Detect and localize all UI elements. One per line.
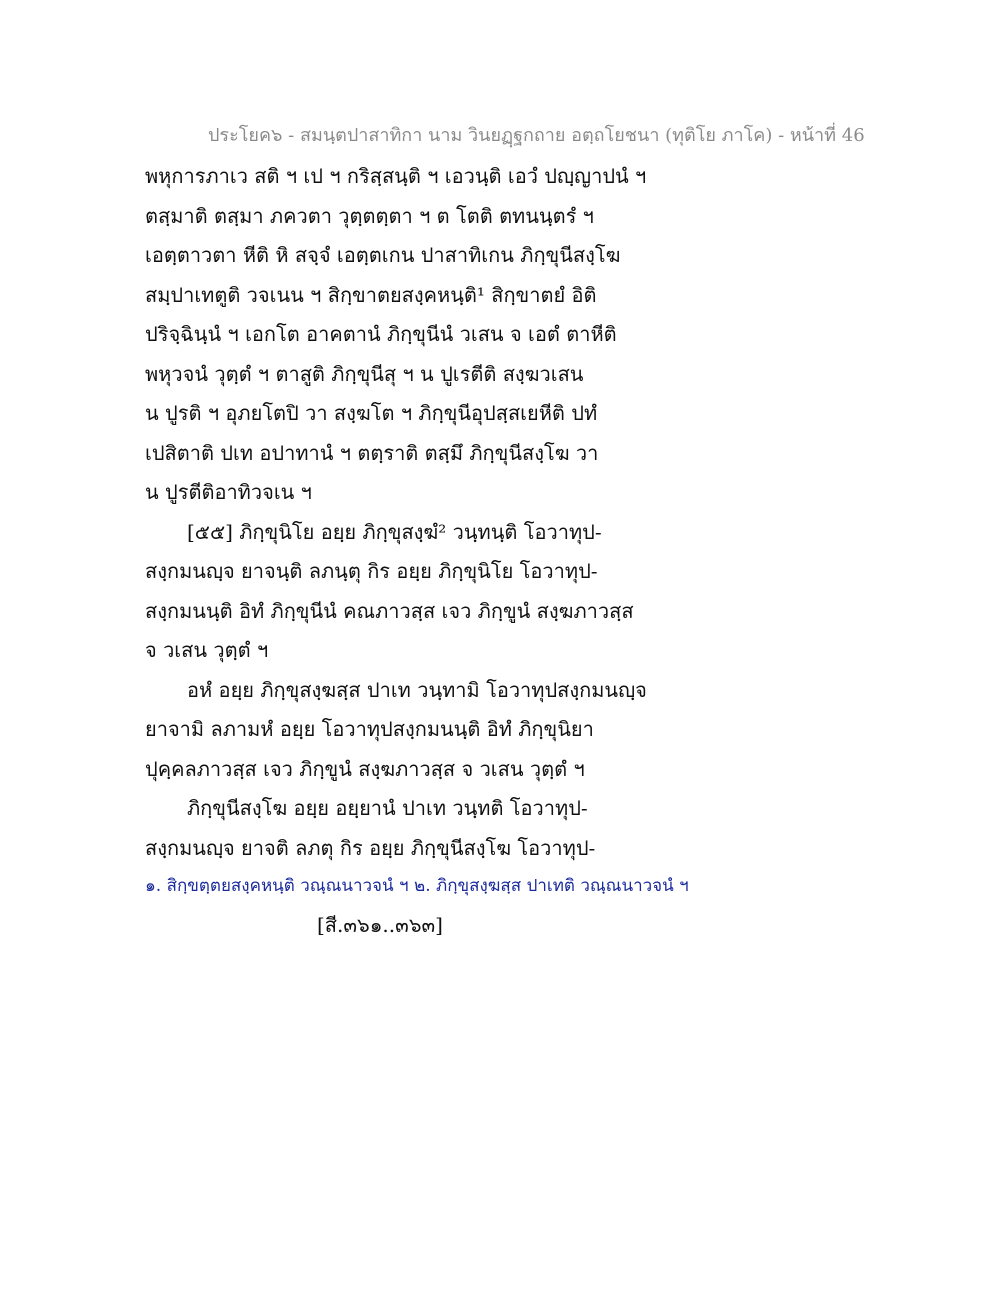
body-line: ปริจฺฉินฺนํ ฯ เอกโต อาคตานํ ภิกฺขุนีนํ วเสน จ เอตํ ตาหีติ <box>145 322 617 346</box>
body-line: เอตฺตาวตา หีติ หิ สจฺจํ เอตฺตเกน ปาสาทิเกน ภิกฺขุนีสงฺโฆ <box>145 243 621 267</box>
body-line: สงฺกมนญฺจ ยาจนฺติ ลภนฺตุ กิร อยฺย ภิกฺขุนิโย โอวาทุป- <box>145 559 598 583</box>
body-line: ยาจามิ ลภามหํ อยฺย โอวาทุปสงฺกมนนฺติ อิทํ ภิกฺขุนิยา <box>145 717 594 741</box>
body-line: สงฺกมนญฺจ ยาจติ ลภตุ กิร อยฺย ภิกฺขุนีสงฺโฆ โอวาทุป- <box>145 835 596 860</box>
body-line: เปสิตาติ ปเท อปาทานํ ฯ ตตฺราติ ตสฺมึ ภิกฺขุนีสงฺโฆ วา <box>145 440 599 465</box>
body-line: ตสฺมาติ ตสฺมา ภควตา วุตฺตตฺตา ฯ ต โตติ ตทนนฺตรํ ฯ <box>145 203 594 228</box>
footnote: ๑. สิกฺขตฺตยสงฺคหนฺติ วณฺณนาวจนํ ฯ ๒. ภิกฺขุสงฺฆสฺส ปาเทติ วณฺณนาวจนํ ฯ <box>145 876 689 896</box>
page-reference: [สี.๓๖๑..๓๖๓] <box>317 913 443 937</box>
body-line: สงฺกมนนฺติ อิทํ ภิกฺขุนีนํ คณภาวสฺส เจว ภิกฺขูนํ สงฺฆภาวสฺส <box>145 598 634 623</box>
body-line: พหุการภาเว สติ ฯ เป ฯ กริสฺสนฺติ ฯ เอวนฺติ เอวํ ปญฺญาปนํ ฯ <box>145 164 647 188</box>
body-line: น ปูรตีติอาทิวจเน ฯ <box>145 480 312 504</box>
paragraph-start-line: [๕๕] ภิกฺขุนิโย อยฺย ภิกฺขุสงฺฆํ² วนฺทนฺติ โอวาทุป- <box>187 519 602 544</box>
body-line: สมฺปาเทตูติ วจเนน ฯ สิกฺขาตยสงฺคหนฺติ¹ สิกฺขาตยํ อิติ <box>145 282 597 307</box>
paragraph-start-line: ภิกฺขุนีสงฺโฆ อยฺย อยฺยานํ ปาเท วนฺทติ โอวาทุป- <box>187 796 588 820</box>
body-text <box>145 157 865 868</box>
body-line: น ปูรติ ฯ อุภยโตปิ วา สงฺฆโต ฯ ภิกฺขุนีอุปสฺสเยหีติ ปทํ <box>145 401 598 425</box>
body-line: พหุวจนํ วุตฺตํ ฯ ตาสูติ ภิกฺขุนีสุ ฯ น ปูเรตีติ สงฺฆวเสน <box>145 361 584 386</box>
body-line: จ วเสน วุตฺตํ ฯ <box>145 638 269 662</box>
body-line: ปุคฺคลภาวสฺส เจว ภิกฺขูนํ สงฺฆภาวสฺส จ วเสน วุตฺตํ ฯ <box>145 756 585 781</box>
paragraph-start-line: อหํ อยฺย ภิกฺขุสงฺฆสฺส ปาเท วนฺทามิ โอวาทุปสงฺกมนญฺจ <box>187 677 647 702</box>
running-header: ประโยค๖ - สมนฺตปาสาทิกา นาม วินยฏฺฐกถาย อตฺถโยชนา (ทุติโย ภาโค) - หน้าที่ 46 <box>208 125 865 146</box>
